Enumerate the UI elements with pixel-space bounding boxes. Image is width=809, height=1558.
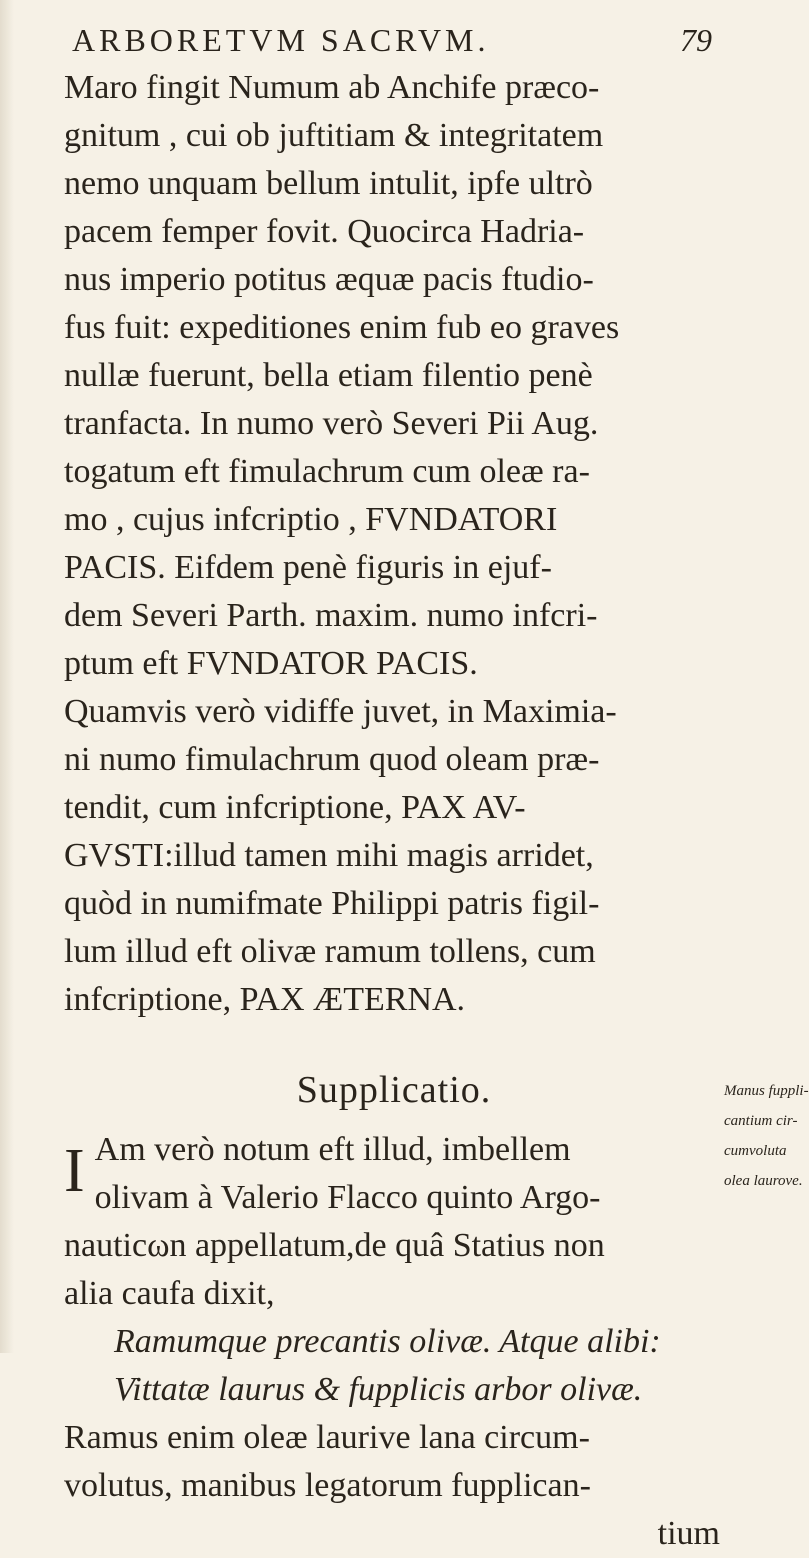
running-header (72, 18, 712, 62)
margin-note (724, 1076, 809, 1196)
text-line: mo , cujus infcriptio , FVNDATORI (64, 501, 558, 538)
text-line: Am verò notum eft illud, imbellem (94, 1131, 571, 1168)
text-line: alia caufa dixit, (64, 1275, 275, 1312)
margin-note-line: cantium cir- (724, 1113, 798, 1129)
page-number: 79 (680, 22, 712, 58)
text-line: volutus, manibus legatorum fupplican- (64, 1467, 591, 1504)
text-line: lum illud eft olivæ ramum tollens, cum (64, 933, 596, 970)
text-line: nauticωn appellatum,de quâ Statius non (64, 1227, 605, 1264)
paragraph-3 (64, 1414, 724, 1558)
text-line: infcriptione, PAX ÆTERNA. (64, 981, 466, 1018)
text-line: tendit, cum infcriptione, PAX AV- (64, 789, 526, 826)
paragraph-1 (64, 64, 724, 1024)
text-line: nemo unquam bellum intulit, ipfe ultrò (64, 165, 593, 202)
text-line: pacem femper fovit. Quocirca Hadria- (64, 213, 585, 250)
running-title: ARBORETVM SACRVM. (72, 22, 490, 58)
text-line: quòd in numifmate Philippi patris figil- (64, 885, 600, 922)
text-line: nus imperio potitus æquæ pacis ftudio- (64, 261, 594, 298)
verse-line: Vittatæ laurus & fupplicis arbor olivæ. (114, 1371, 643, 1408)
paragraph-2 (64, 1126, 724, 1318)
text-line: Quamvis verò vidiffe juvet, in Maximia- (64, 693, 617, 730)
verse-quotes (64, 1318, 724, 1414)
text-line: tranfacta. In numo verò Severi Pii Aug. (64, 405, 599, 442)
text-line: Ramus enim oleæ laurive lana circum- (64, 1419, 590, 1456)
text-line: togatum eft fimulachrum cum oleæ ra- (64, 453, 590, 490)
verse-line: Ramumque precantis olivæ. Atque alibi: (114, 1323, 661, 1360)
text-line: fus fuit: expeditiones enim fub eo graves (64, 309, 620, 346)
margin-note-line: cumvoluta (724, 1143, 787, 1159)
text-body (64, 64, 724, 1558)
text-line: nullæ fuerunt, bella etiam filentio penè (64, 357, 593, 394)
page-gutter (0, 0, 14, 1353)
text-line: Maro fingit Numum ab Anchife præco- (64, 69, 600, 106)
text-line: ptum eft FVNDATOR PACIS. (64, 645, 478, 682)
text-line: gnitum , cui ob juftitiam & integritatem (64, 117, 604, 154)
text-line: PACIS. Eifdem penè figuris in ejuf- (64, 549, 552, 586)
text-line: tium (657, 1515, 720, 1552)
margin-note-line: olea laurove. (724, 1173, 803, 1189)
drop-cap: I (64, 1137, 85, 1205)
section-heading: Supplicatio. (296, 1069, 492, 1111)
text-line: olivam à Valerio Flacco quinto Argo- (94, 1179, 601, 1216)
text-line: ni numo fimulachrum quod oleam præ- (64, 741, 600, 778)
text-line: GVSTI:illud tamen mihi magis arridet, (64, 837, 594, 874)
text-line: dem Severi Parth. maxim. numo infcri- (64, 597, 598, 634)
margin-note-line: Manus fuppli- (724, 1083, 809, 1099)
